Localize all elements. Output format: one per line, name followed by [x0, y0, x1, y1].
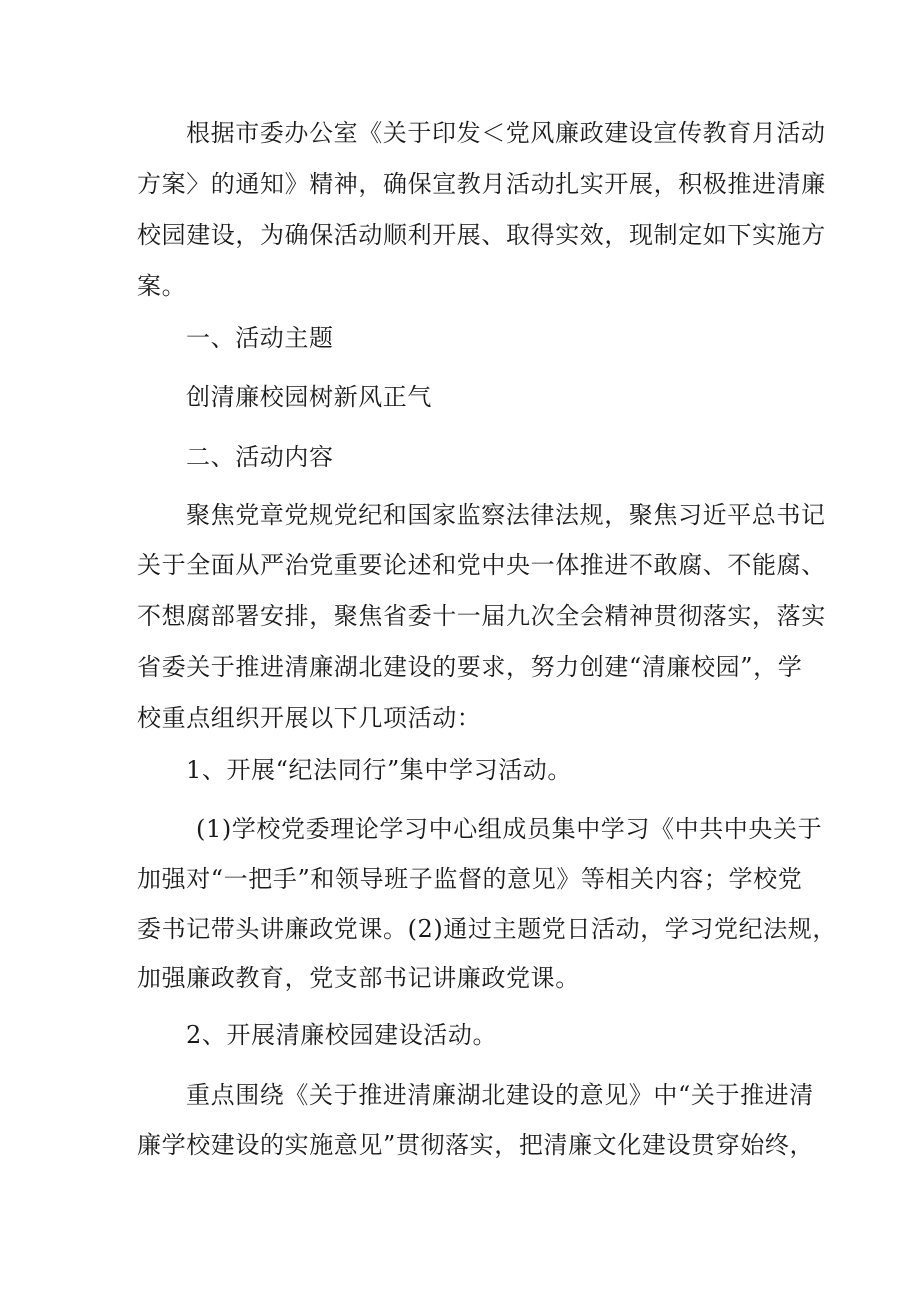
section-heading-content: 二、活动内容	[186, 443, 334, 471]
content-line-1: 聚焦党章党规党纪和国家监察法律法规，聚焦习近平总书记	[186, 501, 826, 529]
item-1-line-2: 加强对“一把手”和领导班子监督的意见》等相关内容；学校党	[137, 865, 803, 893]
section-heading-theme: 一、活动主题	[186, 324, 334, 352]
intro-line-3: 校园建设，为确保活动顺利开展、取得实效，现制定如下实施方	[137, 221, 826, 249]
item-1-line-1: (1)学校党委理论学习中心组成员集中学习《中共中央关于	[196, 815, 823, 843]
item-1-line-3: 委书记带头讲廉政党课。(2)通过主题党日活动，学习党纪法规，	[137, 915, 837, 943]
item-2-line-2: 廉学校建设的实施意见”贯彻落实，把清廉文化建设贯穿始终，	[137, 1131, 815, 1159]
intro-line-4: 案。	[137, 272, 187, 300]
content-line-4: 省委关于推进清廉湖北建设的要求，努力创建“清廉校园”，学	[137, 653, 803, 681]
item-2-heading: 2、开展清廉校园建设活动。	[186, 1021, 498, 1049]
theme-text: 创清廉校园树新风正气	[186, 383, 432, 411]
item-1-heading: 1、开展“纪法同行”集中学习活动。	[186, 756, 573, 784]
content-line-2: 关于全面从严治党重要论述和党中央一体推进不敢腐、不能腐、	[137, 551, 826, 579]
intro-line-2: 方案〉的通知》精神，确保宣教月活动扎实开展，积极推进清廉	[137, 170, 826, 198]
item-1-line-4: 加强廉政教育，党支部书记讲廉政党课。	[137, 964, 580, 992]
intro-line-1: 根据市委办公室《关于印发＜党风廉政建设宣传教育月活动	[186, 119, 826, 147]
item-2-line-1: 重点围绕《关于推进清廉湖北建设的意见》中“关于推进清	[186, 1081, 814, 1109]
content-line-3: 不想腐部署安排，聚焦省委十一届九次全会精神贯彻落实，落实	[137, 602, 826, 630]
content-line-5: 校重点组织开展以下几项活动：	[137, 704, 482, 732]
